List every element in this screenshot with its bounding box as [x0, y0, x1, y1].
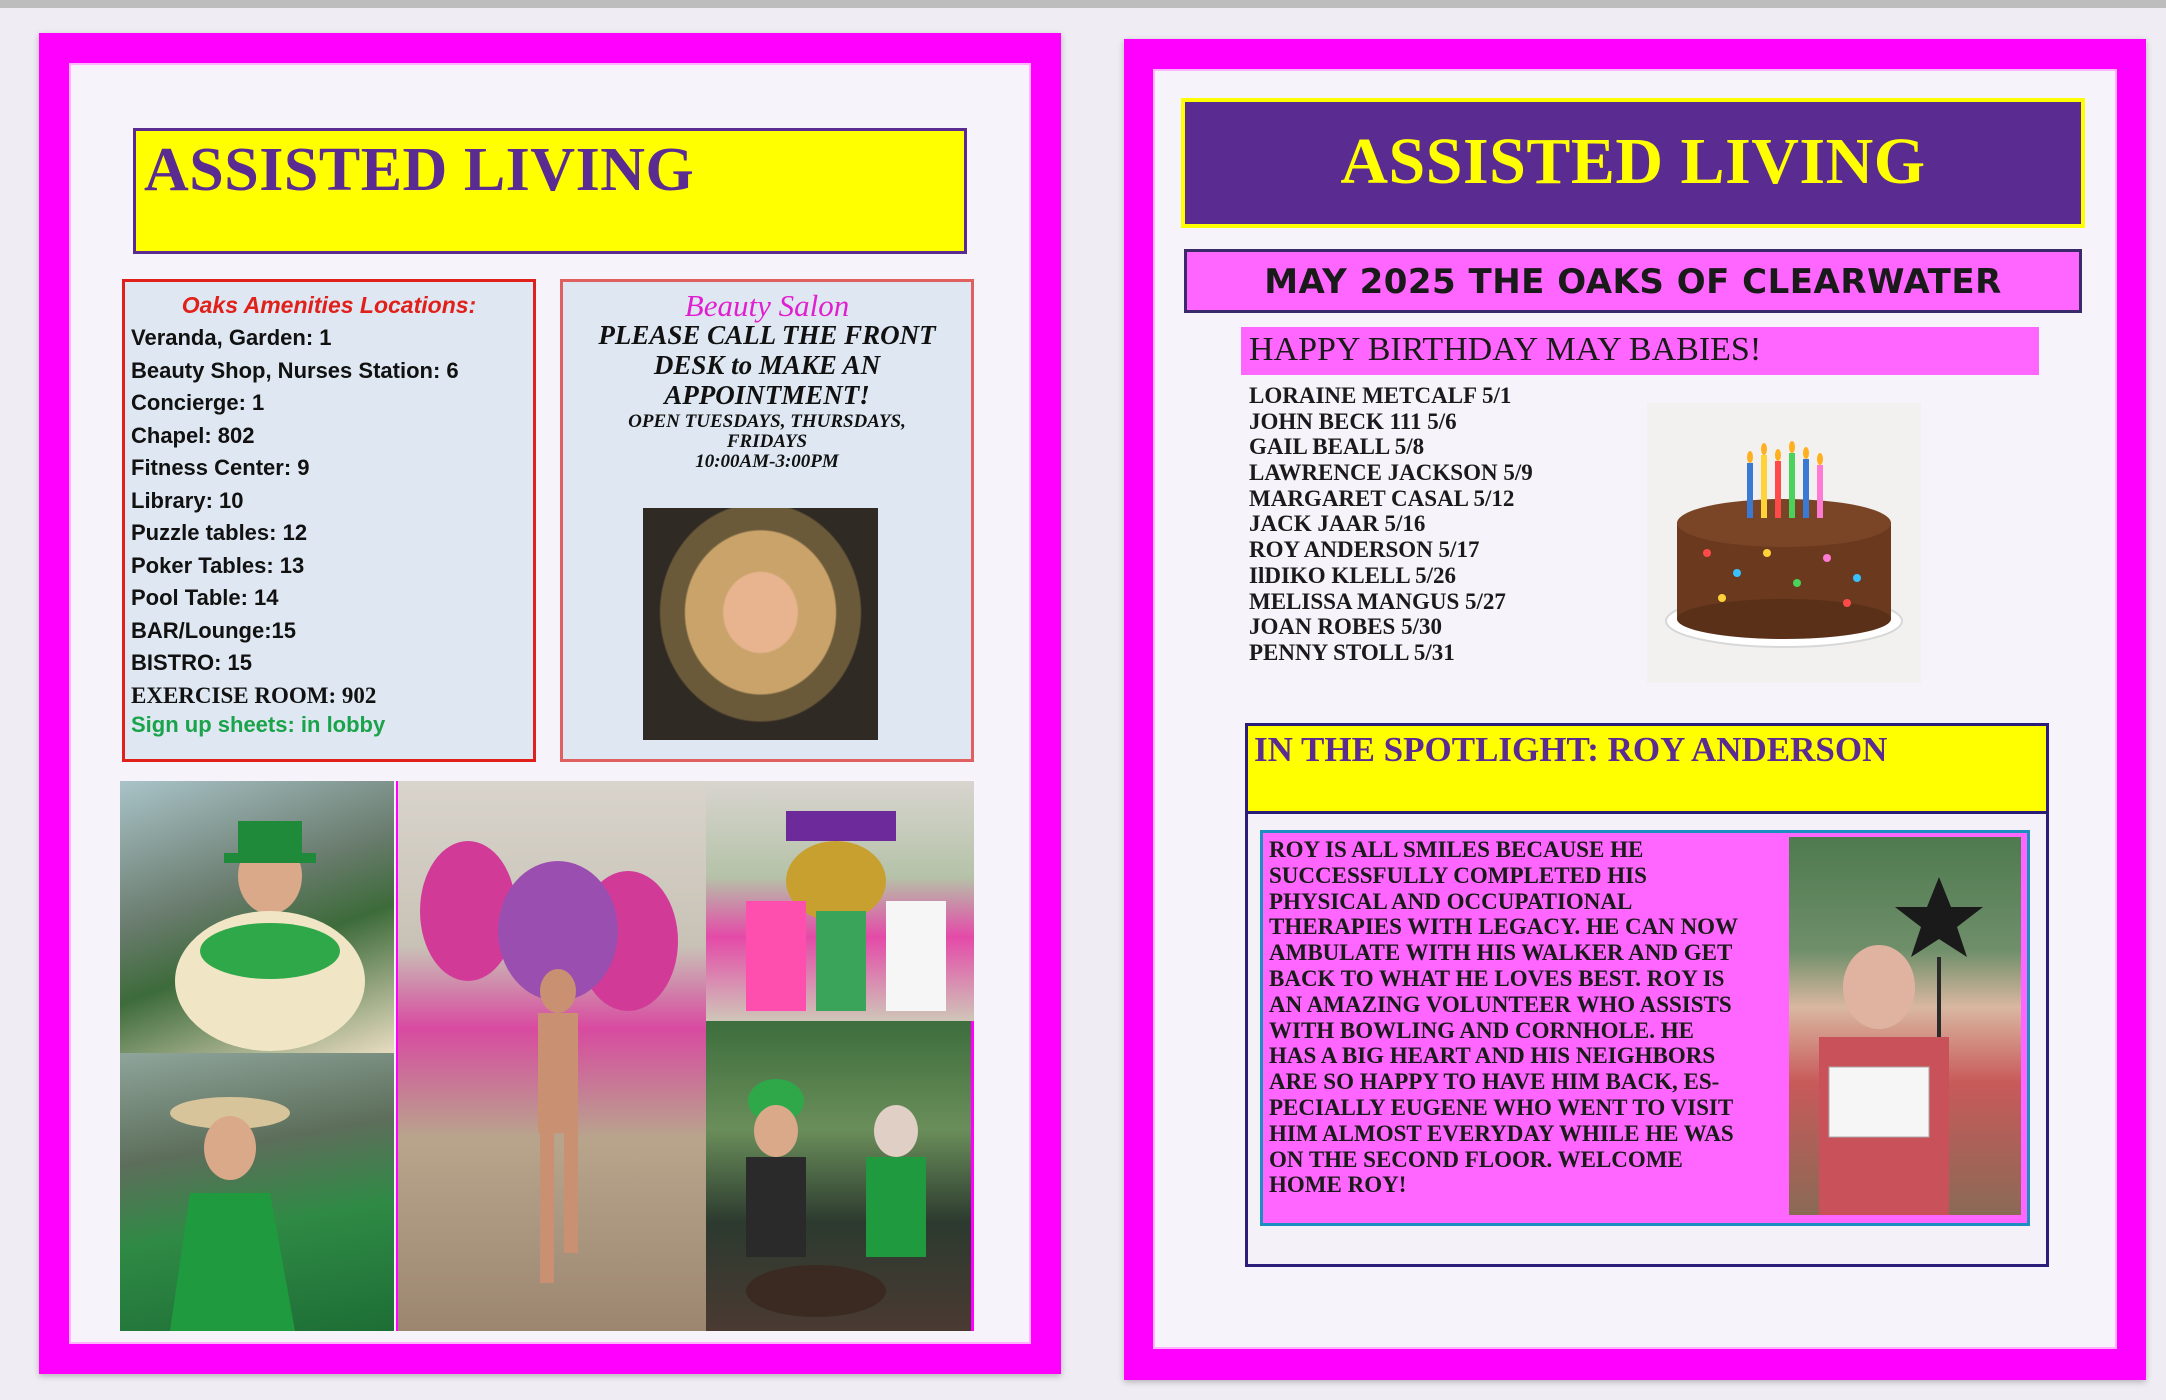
beauty-salon-box: [560, 279, 974, 762]
birthday-heading: HAPPY BIRTHDAY MAY BABIES!: [1249, 331, 1762, 368]
page-left: [39, 33, 1061, 1374]
amenity-item: Pool Table: 14: [131, 585, 279, 610]
spotlight-heading-box: [1248, 726, 2046, 814]
month-banner: [1184, 249, 2082, 313]
salon-hours-line: 10:00AM-3:00PM: [695, 451, 839, 472]
signup-note: Sign up sheets: in lobby: [131, 712, 386, 737]
birthday-heading-box: [1241, 327, 2039, 375]
page-right-content: [1155, 71, 2115, 1347]
salon-call-line: DESK to MAKE AN: [653, 350, 881, 380]
birthday-item: LORAINE METCALF 5/1: [1249, 383, 1512, 408]
month-banner-text: MAY 2025 THE OAKS OF CLEARWATER: [1264, 262, 2002, 302]
salon-call-line: APPOINTMENT!: [664, 380, 870, 410]
birthday-item: MARGARET CASAL 5/12: [1249, 485, 1515, 511]
amenities-box: [122, 279, 536, 762]
amenity-item: Concierge: 1: [131, 390, 265, 415]
amenity-item: Beauty Shop, Nurses Station: 6: [131, 357, 459, 383]
birthday-item: ROY ANDERSON 5/17: [1249, 537, 1480, 563]
spotlight-body: [1260, 830, 2030, 1226]
page-title: ASSISTED LIVING: [1340, 125, 1926, 198]
salon-hours-line: FRIDAYS: [726, 431, 808, 452]
amenity-item: BISTRO: 15: [131, 650, 253, 675]
amenity-item: EXERCISE ROOM: 902: [131, 682, 377, 708]
amenity-item: Chapel: 802: [131, 422, 255, 448]
amenity-item: BAR/Lounge:15: [131, 617, 296, 643]
amenity-item: Poker Tables: 13: [131, 552, 305, 578]
photo-samba-dancer: [396, 781, 706, 1331]
amenity-item: Veranda, Garden: 1: [131, 325, 332, 350]
photo-collage: [120, 781, 974, 1331]
page-left-content: [71, 65, 1029, 1342]
photo-mardi-gras-group: [706, 781, 974, 1021]
amenity-item: Fitness Center: 9: [131, 455, 310, 480]
amenities-heading: Oaks Amenities Locations:: [181, 292, 477, 318]
birthday-item: JOAN ROBES 5/30: [1249, 614, 1442, 640]
viewer-top-bar: [0, 0, 2166, 8]
salon-call-text: [563, 320, 971, 410]
birthday-item: JOHN BECK 111 5/6: [1249, 408, 1457, 434]
salon-title: Beauty Salon: [684, 288, 850, 323]
birthday-cake-image: [1647, 403, 1921, 683]
page-right: [1124, 39, 2146, 1380]
spotlight-text: ROY IS ALL SMILES BECAUSE HE SUCCESSFULLY COMPLETED HIS PHYSICAL AND OCCUPATIONAL THERAPIES WITH LEGACY. HE CAN NOW AMBULATE WITH HIS WALKER AND GET BACK TO WHAT HE LOVES BEST. ROY IS AN AMAZING VOLUNTEER WHO ASSISTS WITH BOWLING AND CORNHOLE. HE HAS A BIG HEART AND HIS NEIGHBORS ARE SO HAPPY TO HAVE HIM BACK, ES- PECIALLY EUGENE WHO WENT TO VISIT HIM ALMOST EVERYDAY WHILE HE WAS ON THE SECOND FLOOR. WELCOME HOME ROY!: [1269, 837, 1739, 1198]
photo-green-dress-resident: [120, 1053, 394, 1331]
page-title-box: [1181, 98, 2085, 228]
salon-hours-line: OPEN TUESDAYS, THURSDAYS,: [628, 411, 906, 432]
birthday-list: [1249, 383, 1533, 666]
birthday-item: JACK JAAR 5/16: [1249, 511, 1426, 537]
spotlight-heading: IN THE SPOTLIGHT: ROY ANDERSON: [1254, 730, 1888, 769]
photo-patio-friends: [706, 1021, 974, 1331]
page-title-box: [133, 128, 967, 254]
birthday-item: MELISSA MANGUS 5/27: [1249, 588, 1506, 614]
salon-hours: [563, 412, 971, 472]
birthday-item: LAWRENCE JACKSON 5/9: [1249, 460, 1533, 486]
amenities-list: [131, 322, 459, 712]
birthday-item: GAIL BEALL 5/8: [1249, 434, 1425, 460]
amenity-item: Library: 10: [131, 487, 244, 513]
page-title: ASSISTED LIVING: [144, 136, 695, 204]
spotlight-resident-photo: [1789, 837, 2021, 1215]
salon-call-line: PLEASE CALL THE FRONT: [598, 320, 936, 350]
amenity-item: Puzzle tables: 12: [131, 520, 308, 545]
spotlight-section: [1245, 723, 2049, 1267]
stylist-photo: [643, 508, 878, 740]
birthday-item: IlDIKO KLELL 5/26: [1249, 562, 1457, 588]
birthday-item: PENNY STOLL 5/31: [1249, 639, 1455, 665]
photo-leprechaun-resident: [120, 781, 394, 1053]
